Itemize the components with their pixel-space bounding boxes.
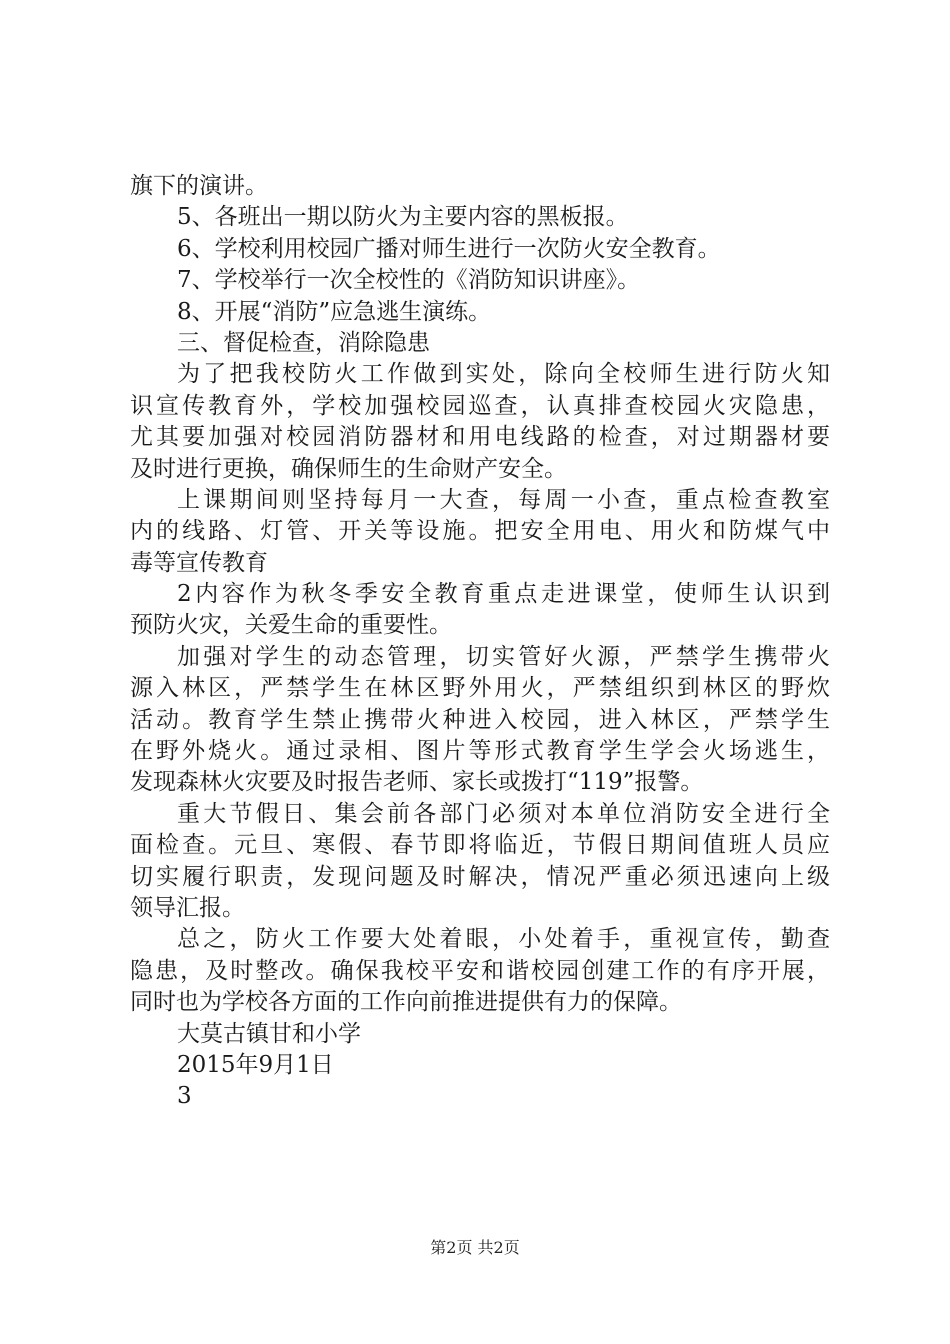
text-line: 预防火灾，关爱生命的重要性。 [130,612,452,639]
text-line: 源入林区，严禁学生在林区野外用火，严禁组织到林区的野炊 [130,675,830,702]
text-line: 毒等宣传教育 [130,549,268,576]
text-line: 上课期间则坚持每月一大查，每周一小查，重点检查教室 [177,486,830,513]
text-line: 为了把我校防火工作做到实处，除向全校师生进行防火知 [177,361,830,388]
text-line: 同时也为学校各方面的工作向前推进提供有力的保障。 [130,989,682,1016]
text-line: 5、各班出一期以防火为主要内容的黑板报。 [177,204,629,231]
text-line: 隐患，及时整改。确保我校平安和谐校园创建工作的有序开展， [130,957,830,984]
signature-school: 大莫古镇甘和小学 [177,1020,361,1047]
text-line: 7、学校举行一次全校性的《消防知识讲座》。 [177,267,641,294]
text-line: 2内容作为秋冬季安全教育重点走进课堂，使师生认识到 [177,581,830,608]
section-heading: 三、督促检查，消除隐患 [177,329,430,356]
text-line: 3 [177,1083,192,1110]
text-line: 领导汇报。 [130,894,245,921]
text-line: 6、学校利用校园广播对师生进行一次防火安全教育。 [177,235,721,262]
text-line: 尤其要加强对校园消防器材和用电线路的检查，对过期器材要 [130,424,830,451]
text-line: 重大节假日、集会前各部门必须对本单位消防安全进行全 [177,800,830,827]
text-line: 活动。教育学生禁止携带火种进入校园，进入林区，严禁学生 [130,706,830,733]
page-footer: 第2页 共2页 [430,1238,520,1257]
text-line: 总之，防火工作要大处着眼，小处着手，重视宣传，勤查 [177,926,830,953]
text-line: 旗下的演讲。 [130,173,268,199]
text-line: 及时进行更换，确保师生的生命财产安全。 [130,455,567,482]
text-line: 切实履行职责，发现问题及时解决，情况严重必须迅速向上级 [130,863,830,890]
text-line: 内的线路、灯管、开关等设施。把安全用电、用火和防煤气中 [130,518,830,545]
signature-date: 2015年9月1日 [177,1051,334,1078]
text-line: 在野外烧火。通过录相、图片等形式教育学生学会火场逃生， [130,738,830,765]
text-line: 8、开展“消防”应急逃生演练。 [177,298,492,325]
text-line: 面检查。元旦、寒假、春节即将临近，节假日期间值班人员应 [130,832,830,859]
text-line: 发现森林火灾要及时报告老师、家长或拨打“119”报警。 [130,769,704,796]
text-line: 加强对学生的动态管理，切实管好火源，严禁学生携带火 [177,643,830,670]
text-line: 识宣传教育外，学校加强校园巡查，认真排查校园火灾隐患， [130,392,830,419]
document-body [130,171,830,1113]
